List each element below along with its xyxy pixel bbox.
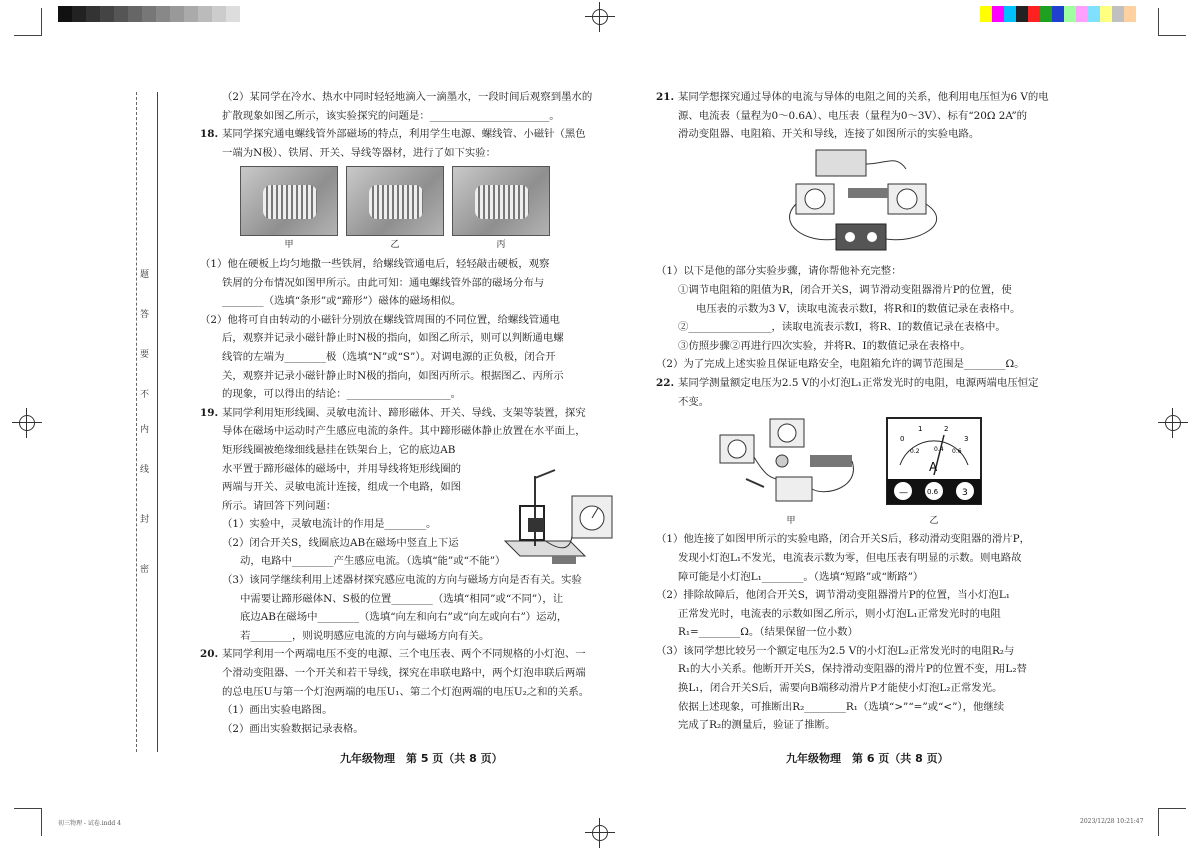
registration-mark-left — [12, 408, 42, 438]
q22-step: 正常发光时，电流表的示数如图乙所示，则小灯泡L₁正常发光时的电阻 — [678, 607, 1001, 620]
q18-line: 关，观察并记录小磁针静止时N极的指向，如图丙所示。根据图乙、丙所示 — [222, 369, 564, 382]
scale-label: 0.4 — [934, 446, 944, 454]
color-swatch — [1040, 6, 1052, 22]
solenoid-photo-c — [452, 166, 550, 236]
meter-unit: A — [929, 460, 938, 475]
gray-swatch — [156, 6, 170, 22]
gray-swatch — [86, 6, 100, 22]
crop-mark-tr — [1158, 8, 1186, 36]
q18-line: 铁屑的分布情况如图甲所示。由此可知：通电螺线管外部的磁场分布与 — [222, 276, 545, 289]
scale-label: 0.6 — [952, 448, 962, 456]
question-18 — [200, 125, 628, 404]
gray-swatch — [128, 6, 142, 22]
q17-part2-line2: 扩散现象如图乙所示，该实验探究的问题是：_______________________。 — [222, 109, 560, 122]
q18-intro-line1: 某同学探究通电螺线管外部磁场的特点，利用学生电源、螺线管、小磁针（黑色 — [222, 128, 586, 141]
scale-label: 0 — [900, 435, 905, 444]
q22-step: （1）他连接了如图甲所示的实验电路，闭合开关S后，移动滑动变阻器的滑片P， — [656, 533, 1030, 546]
color-swatch — [1100, 6, 1112, 22]
q20-number: 20. — [200, 648, 219, 661]
terminal-06: 0.6 — [927, 488, 939, 497]
q19-line: （1）实验中，灵敏电流计的作用是________。 — [222, 518, 437, 531]
gray-swatch — [198, 6, 212, 22]
ammeter-dial — [886, 417, 982, 505]
binding-char: 线 — [140, 465, 150, 475]
q18-line: 线管的左端为________极（选填“N”或“S”）。对调电源的正负极，闭合开 — [222, 350, 556, 363]
q19-apparatus-figure — [500, 456, 630, 576]
q22-step: 障可能是小灯泡L₁________。（选填“短路”或“断路”） — [678, 570, 924, 583]
q22-step: 换L₁，闭合开关S后，需要向B端移动滑片P才能使小灯泡L₂正常发光。 — [678, 682, 1003, 695]
color-swatch — [1124, 6, 1136, 22]
caption-bing: 丙 — [496, 240, 506, 251]
crop-mark-bl — [14, 808, 42, 836]
q18-figures — [240, 166, 628, 236]
q21-line: 源、电流表（量程为0～0.6A）、电压表（量程为0～3V）、标有“20Ω 2A”的 — [678, 109, 1028, 122]
color-bar — [980, 6, 1136, 22]
binding-char: 密 — [140, 565, 150, 575]
binding-char: 答 — [140, 310, 150, 320]
caption-jia: 甲 — [786, 515, 796, 526]
scale-label: 3 — [964, 435, 969, 444]
solenoid-photo-b — [346, 166, 444, 236]
q22-circuit-figure — [716, 417, 866, 505]
question-19 — [200, 404, 628, 646]
color-swatch — [1112, 6, 1124, 22]
q22-number: 22. — [656, 376, 675, 389]
binding-char: 要 — [140, 350, 150, 360]
q22-line: 某同学测量额定电压为2.5 V的小灯泡L₁正常发光时的电阻，电源两端电压恒定 — [678, 376, 1039, 389]
color-swatch — [1064, 6, 1076, 22]
q21-step: ③仿照步骤②再进行四次实验，并将R、I的数值记录在表格中。 — [678, 339, 971, 352]
q18-intro-line2: 一端为N极）、铁屑、开关、导线等器材，进行了如下实验： — [222, 146, 497, 159]
exam-page-5 — [200, 88, 628, 738]
color-swatch — [980, 6, 992, 22]
terminal-3: 3 — [962, 488, 968, 499]
q18-number: 18. — [200, 128, 219, 141]
gray-swatch — [184, 6, 198, 22]
q21-step: ②________________，读取电流表示数I，将R、I的数值记录在表格中。 — [678, 321, 1006, 334]
terminal-minus: — — [899, 488, 908, 499]
gray-swatch — [72, 6, 86, 22]
q19-line: （3）该同学继续利用上述器材探究感应电流的方向与磁场方向是否有关。实验 — [222, 574, 582, 587]
file-slug: 初三物理 - 试卷.indd 4 — [58, 820, 121, 827]
q18-line: 的现象，可以得出的结论：____________________。 — [222, 388, 461, 401]
gray-swatch — [226, 6, 240, 22]
q21-line: 某同学想探究通过导体的电流与导体的电阻之间的关系，他利用电压恒为6 V的电 — [678, 91, 1049, 103]
q18-captions — [240, 236, 628, 255]
color-swatch — [1004, 6, 1016, 22]
gray-swatch — [114, 6, 128, 22]
q20-line: 某同学利用一个两端电压不变的电源、三个电压表、两个不同规格的小灯泡、一 — [222, 648, 586, 661]
q22-step: 完成了R₂的测量后，验证了推断。 — [678, 719, 836, 732]
exam-page-6 — [656, 88, 1076, 735]
crop-mark-tl — [14, 8, 42, 36]
q22-figure-jia — [716, 417, 866, 530]
binding-char: 不 — [140, 390, 150, 400]
binding-char: 题 — [140, 270, 150, 280]
q19-number: 19. — [200, 406, 219, 419]
q21-line: 滑动变阻器、电阻箱、开关和导线，连接了如图所示的实验电路。 — [678, 128, 980, 141]
gray-swatch — [100, 6, 114, 22]
gray-swatch — [170, 6, 184, 22]
scale-label: 2 — [944, 425, 949, 434]
q20-line: （1）画出实验电路图。 — [222, 704, 333, 717]
q20-line: 个滑动变阻器、一个开关和若干导线，探究在串联电路中，两个灯泡串联后两端 — [222, 667, 586, 680]
color-swatch — [1028, 6, 1040, 22]
registration-mark-top — [585, 2, 615, 32]
page-6-footer: 九年级物理 第 6 页（共 8 页） — [786, 752, 949, 765]
question-20 — [200, 645, 628, 738]
q20-line: 的总电压U与第一个灯泡两端的电压U₁、第二个灯泡两端的电压U₂之和的关系。 — [222, 685, 590, 698]
q18-line: ________（选填“条形”或“蹄形”）磁体的磁场相似。 — [222, 295, 462, 308]
q20-line: （2）画出实验数据记录表格。 — [222, 722, 364, 735]
q18-line: （1）他在硬板上均匀地撒一些铁屑，给螺线管通电后，轻轻敲击硬板，观察 — [200, 257, 550, 270]
q18-line: 后，观察并记录小磁针静止时N极的指向，如图乙所示，则可以判断通电螺 — [222, 332, 564, 345]
gray-swatch — [58, 6, 72, 22]
print-timestamp: 2023/12/28 10:21:47 — [1080, 818, 1144, 825]
q19-line: 动，电路中________产生感应电流。（选填“能”或“不能”） — [240, 555, 506, 568]
registration-mark-bottom — [585, 818, 615, 848]
gray-swatch — [212, 6, 226, 22]
q22-step: （2）排除故障后，他闭合开关S，调节滑动变阻器滑片P的位置，当小灯泡L₁ — [656, 589, 1010, 602]
crop-mark-br — [1158, 808, 1186, 836]
color-swatch — [1052, 6, 1064, 22]
q21-circuit-figure — [656, 144, 1076, 256]
color-swatch — [1016, 6, 1028, 22]
solenoid-photo-a — [240, 166, 338, 236]
page-5-footer: 九年级物理 第 5 页（共 8 页） — [340, 752, 503, 765]
caption-yi: 乙 — [929, 515, 939, 526]
color-swatch — [1088, 6, 1100, 22]
q21-step: 电压表的示数为3 V，读取电流表示数I，将R和I的数值记录在表格中。 — [696, 302, 1021, 315]
binding-char: 封 — [140, 515, 150, 525]
q19-line: 矩形线圈被绝缘细线悬挂在铁架台上，它的底边AB — [222, 443, 456, 456]
q19-line: 若________，则说明感应电流的方向与磁场方向有关。 — [240, 629, 490, 642]
question-22 — [656, 374, 1076, 735]
q18-line: （2）他将可自由转动的小磁针分别放在螺线管周围的不同位置，给螺线管通电 — [200, 313, 560, 326]
q19-line: （2）闭合开关S，线圈底边AB在磁场中竖直上下运 — [222, 536, 459, 549]
scale-label: 1 — [918, 425, 923, 434]
q21-number: 21. — [656, 91, 675, 103]
binding-char: 内 — [140, 425, 150, 435]
q17-part2-line1: （2）某同学在冷水、热水中同时轻轻地滴入一滴墨水，一段时间后观察到墨水的 — [222, 91, 593, 103]
grayscale-bar — [58, 6, 240, 22]
q22-figures — [716, 417, 1076, 530]
q21-step: （2）为了完成上述实验且保证电路安全，电阻箱允许的调节范围是________Ω。 — [656, 358, 1025, 371]
q22-step: 发现小灯泡L₁不发光，电流表示数为零，但电压表有明显的示数。则电路故 — [678, 551, 1022, 564]
q19-line: 底边AB在磁场中________（选填“向左和向右”或“向左或向右”）运动， — [240, 611, 568, 624]
q22-step: R₁的大小关系。他断开开关S，保持滑动变阻器的滑片P的位置不变，用L₂替 — [678, 663, 1027, 676]
q22-step: R₁=________Ω。（结果保留一位小数） — [678, 626, 858, 639]
q21-step: ①调节电阻箱的阻值为R，闭合开关S，调节滑动变阻器滑片P的位置，使 — [678, 283, 1012, 296]
q19-line: 导体在磁场中运动时产生感应电流的条件。其中蹄形磁体静止放置在水平面上， — [222, 425, 586, 438]
binding-margin — [128, 92, 158, 752]
gray-swatch — [142, 6, 156, 22]
q22-step: 依据上述现象，可推断出R₂________R₁（选填“>”“=”或“<”），他继续 — [678, 700, 1005, 713]
q19-line: 所示。请回答下列问题： — [222, 499, 337, 512]
q19-line: 某同学利用矩形线圈、灵敏电流计、蹄形磁体、开关、导线、支架等装置，探究 — [222, 406, 586, 419]
caption-jia: 甲 — [284, 240, 294, 251]
q22-line: 不变。 — [678, 395, 710, 408]
color-swatch — [1076, 6, 1088, 22]
question-21 — [656, 88, 1076, 374]
color-swatch — [992, 6, 1004, 22]
registration-mark-right — [1158, 408, 1188, 438]
q22-figure-yi — [886, 417, 982, 530]
q21-step: （1）以下是他的部分实验步骤，请你帮他补充完整： — [656, 265, 902, 278]
caption-yi: 乙 — [390, 240, 400, 251]
q19-line: 水平置于蹄形磁体的磁场中，并用导线将矩形线圈的 — [222, 462, 461, 475]
q22-step: （3）该同学想比较另一个额定电压为2.5 V的小灯泡L₂正常发光时的电阻R₂与 — [656, 644, 1015, 657]
q19-line: 中需要让蹄形磁体N、S极的位置________（选填“相同”或“不同”），让 — [240, 592, 564, 605]
scale-label: 0.2 — [910, 448, 920, 456]
q19-line: 两端与开关、灵敏电流计连接，组成一个电路，如图 — [222, 481, 461, 494]
